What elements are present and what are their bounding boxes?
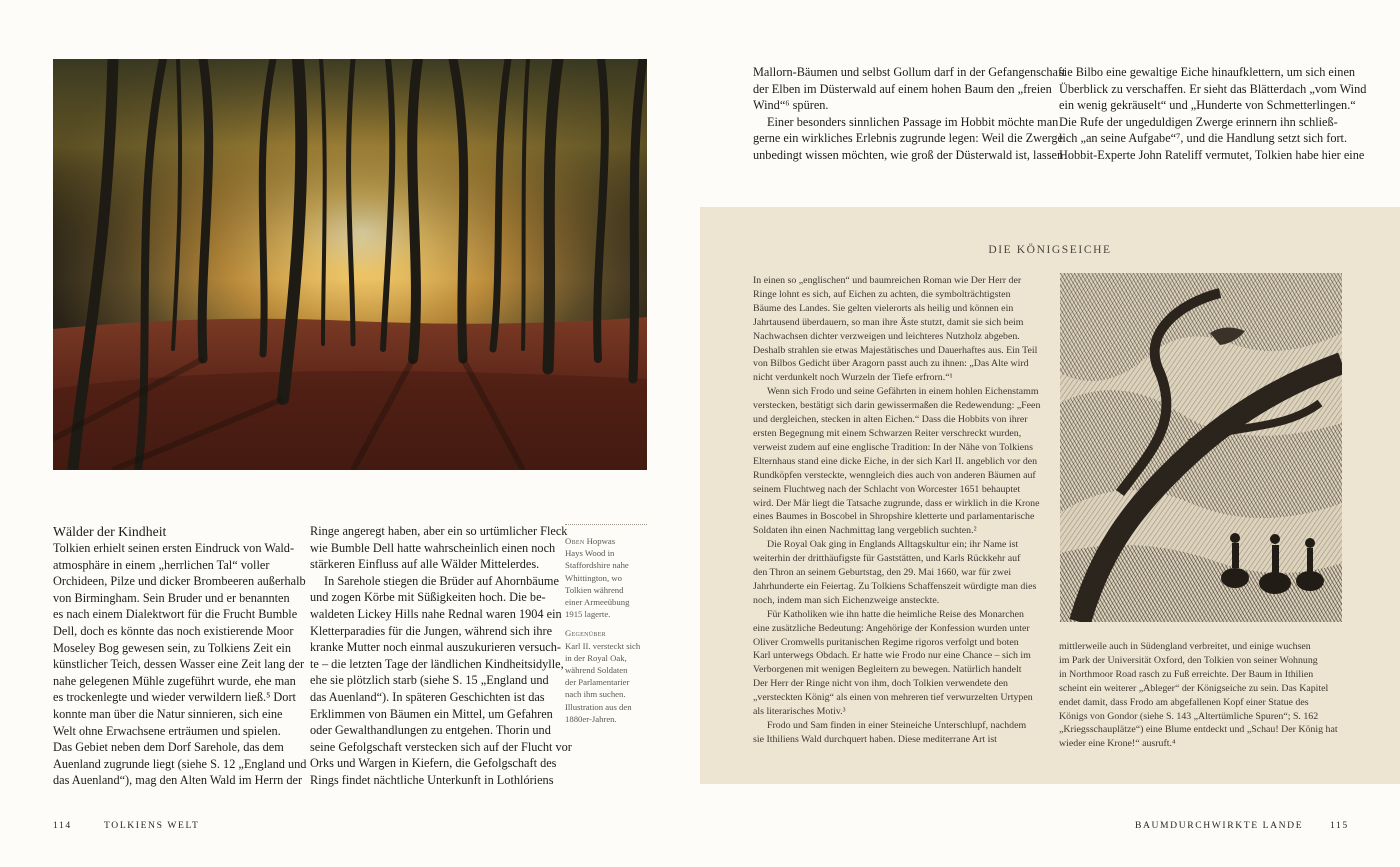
text-line: oder Gewalthandlungen zu entgehen. Thorin und <box>310 723 551 738</box>
caption-line: nach ihm suchen. <box>565 689 626 700</box>
box-line: Jahrhunderte ein Feiertag. Zu Tolkiens Schaffenszeit würdigte man dies <box>753 580 1037 592</box>
text-line: sie Bilbo eine gewaltige Eiche hinaufklettern, um sich einen <box>1059 65 1356 79</box>
text-line: te – die letzten Tage der ländlichen Kindheitsidylle, <box>310 656 564 671</box>
box-line: wird. Der Mär liegt die Tatsache zugrunde, dass er wirklich in die Krone <box>753 497 1040 509</box>
text-line: Kletterparadies für die Jungen, während sich ihre <box>310 623 553 638</box>
text-line: stärkeren Einfluss auf alle Wälder Mittelerdes. <box>310 557 540 572</box>
text-line: Die Rufe der ungeduldigen Zwerge erinnern ihn schließ- <box>1059 114 1338 129</box>
caption-line: Staffordshire nahe <box>565 560 629 571</box>
caption-line: Whittington, wo <box>565 572 622 583</box>
box-column-left <box>753 274 1043 747</box>
page-number-left: 114 <box>53 820 72 831</box>
body-column-3 <box>753 64 1066 164</box>
text-line: von Birmingham. Sein Bruder und er benannten <box>53 590 290 605</box>
box-line: „versteckten König“ als einen von mehreren tief verwurzelten Urtypen <box>753 692 1033 704</box>
box-line: Deshalb strahlen sie etwas Majestätisches und Dauerhaftes aus. Ein Teil <box>753 344 1038 356</box>
box-line: Königs von Gondor (siehe S. 143 „Altertümliche Spuren“; S. 162 <box>1059 710 1319 722</box>
box-line: verstecken, bestätigt sich darin gewissermaßen die Redewendung: „Feen <box>753 400 1041 412</box>
box-line: Elternhaus stand eine dicke Eiche, in der sich Karl II. angeblich vor den <box>753 455 1038 467</box>
text-line: Wind“⁶ spüren. <box>753 98 829 113</box>
text-line: atmosphäre in einem „herrlichen Tal“ voller <box>53 557 270 572</box>
text-line: Hobbit-Experte John Rateliff vermutet, Tolkien habe hier eine <box>1059 147 1365 162</box>
text-line: der Elben im Düsterwald auf einem hohen Baum den „freien <box>753 81 1052 96</box>
text-line: das Auenland“). In späteren Geschichten ist das <box>310 689 545 704</box>
caption-line: Illustration aus den <box>565 701 632 712</box>
text-line: nahe gelegenen Mühle zugeführt wurde, ehe man <box>53 673 296 688</box>
caption-line: 1915 lagerte. <box>565 609 611 620</box>
text-line: lich „an seine Aufgabe“⁷, und die Handlung setzt sich fort. <box>1059 131 1348 146</box>
text-line: und zogen Körbe mit Süßigkeiten hoch. Die be- <box>310 590 546 605</box>
text-line: Dell, doch es könnte das noch existierende Moor <box>53 623 294 638</box>
box-line: endet damit, dass Frodo am abgefallenen Kopf einer Statue des <box>1059 696 1309 708</box>
box-line: Die Royal Oak ging in Englands Alltagskultur ein; ihr Name ist <box>767 539 1019 551</box>
box-title: DIE KÖNIGSEICHE <box>988 244 1112 256</box>
box-line: verweist zudem auf eine englische Tradition: In der Nähe von Tolkiens <box>753 441 1033 453</box>
text-line: In Sarehole stiegen die Brüder auf Ahornbäume <box>324 573 559 588</box>
box-line: wieder eine Krone!“ ausruft.⁴ <box>1059 738 1176 750</box>
body-column-1 <box>53 523 307 789</box>
box-line: Oliver Cromwells puritanischen Regime rigoros verfolgt und boten <box>753 636 1019 648</box>
forest-photo <box>53 59 647 470</box>
text-line: künstlicher Teich, dessen Wasser eine Zeit lang der <box>53 657 305 672</box>
body-column-2 <box>310 523 572 789</box>
text-line: gerne ein wirkliches Erlebnis zugrunde legen: Weil die Zwerge <box>753 131 1063 146</box>
caption-line: Karl II. versteckt sich <box>565 640 641 651</box>
running-title-right: BAUMDURCHWIRKTE LANDE <box>1135 820 1304 831</box>
text-line: Ringe angeregt haben, aber ein so urtümlicher Fleck <box>310 524 568 538</box>
caption-label: Gegenüber <box>565 628 606 639</box>
text-line: Überblick zu verschaffen. Er sieht das Blätterdach „vom Wind <box>1059 81 1367 96</box>
box-line: Karl unterwegs Obdach. Er hatte wie Frodo nur eine Chance – sich im <box>753 650 1031 662</box>
text-line: Moseley Bog gewesen sein, zu Tolkiens Zeit ein <box>53 640 291 655</box>
text-line: Rings findet nächtliche Unterkunft in Lothlóriens <box>310 772 554 787</box>
page-number-right: 115 <box>1330 820 1349 831</box>
text-line: ein wenig gekräuselt“ und „Hunderte von Schmetterlingen.“ <box>1059 98 1356 113</box>
text-line: Erklimmen von Bäumen ein Mittel, um Gefahren <box>310 706 553 721</box>
box-line: Der Herr der Ringe nicht von ihm, doch Tolkien verwendete den <box>753 678 1008 690</box>
text-line: es trockenlegte und wieder verwildern ließ.⁵ Dort <box>53 690 296 705</box>
caption-column <box>565 524 651 725</box>
text-line: konnte man über die Natur sinnieren, sich eine <box>53 706 283 721</box>
text-line: es nach einem Dialektwort für die Frucht Bumble <box>53 607 298 622</box>
box-line: noch, indem man sich Eichenzweige ansteckte. <box>753 594 940 606</box>
text-line: das Auenland“), mag den Alten Wald im Herrn der <box>53 773 303 788</box>
box-line: Verborgenen mit wenigen Begleitern zu bewegen. Natürlich handelt <box>753 664 1022 676</box>
running-title-left: TOLKIENS WELT <box>104 820 200 831</box>
box-line: und dergleichen, stecken in alten Eichen.“ Dass die Hobbits von ihrer <box>753 414 1028 426</box>
text-line: Welt ohne Erwachsene erträumen und spielen. <box>53 723 281 738</box>
caption-line: während Soldaten <box>565 665 628 676</box>
section-heading: Wälder der Kindheit <box>53 524 167 539</box>
box-column-right <box>1059 640 1349 751</box>
caption-opposite <box>565 627 651 725</box>
text-line: Tolkien erhielt seinen ersten Eindruck von Wald- <box>53 541 295 555</box>
box-line: Nachwachsen dichter verzweigen und leichteres Nutzholz abgeben. <box>753 330 1020 342</box>
box-line: Soldaten ihn einen Nachmittag lang vergeblich suchten.² <box>753 525 977 537</box>
caption-line: einer Armeeübung <box>565 597 630 608</box>
text-line: wie Bumble Dell hatte wahrscheinlich einen noch <box>310 540 556 555</box>
text-line: waldeten Lickey Hills nahe Rednal waren 1904 ein <box>310 606 562 621</box>
box-line: Für Katholiken wie ihn hatte die heimliche Reise des Monarchen <box>767 608 1024 620</box>
box-line: eine zusätzliche Bedeutung: Angehörige der Konfession wurden unter <box>753 622 1030 634</box>
box-line: mittlerweile auch in Südengland verbreitet, und einige wuchsen <box>1059 641 1311 652</box>
box-line: den Thron an seinem Geburtstag, den 29. Mai 1660, war für zwei <box>753 567 1012 579</box>
box-line: nicht verdunkelt noch Wurzeln der Tiefe erfrorn.“¹ <box>753 372 953 384</box>
text-line: Auenland zugrunde liegt (siehe S. 12 „England und <box>53 756 307 771</box>
caption-line: 1880er-Jahren. <box>565 713 617 724</box>
caption-line: Hopwas <box>586 536 616 546</box>
caption-rule <box>565 524 647 525</box>
caption-line: in der Royal Oak, <box>565 652 627 663</box>
box-line: weiterhin der dritthäufigste für Gaststätten, und Karls Rückkehr auf <box>753 553 1021 565</box>
box-line: Frodo und Sam finden in einer Steineiche Unterschlupf, nachdem <box>767 720 1027 731</box>
text-line: Einer besonders sinnlichen Passage im Hobbit möchte man <box>767 114 1059 129</box>
box-line: seinem Fluchtweg nach der Schlacht von Worcester 1651 behauptet <box>753 483 1021 495</box>
caption-label: Oben <box>565 536 585 546</box>
text-line: kranke Mutter noch einmal auszukurieren versuch- <box>310 640 561 655</box>
royal-oak-engraving <box>1060 273 1342 622</box>
box-line: Ringe lohnt es sich, auf Eichen zu achten, die symbolträchtigsten <box>753 288 1011 300</box>
box-line: von Bilbos Gedicht über Aragorn passt auch zu ihnen: „Das Alte wird <box>753 358 1029 370</box>
text-line: unbedingt wissen möchten, wie groß der Düsterwald ist, lassen <box>753 147 1064 162</box>
box-line: Rundköpfen versteckte, wenngleich dies auch von anderen Bäumen auf <box>753 469 1036 481</box>
box-line: im Park der Universität Oxford, den Tolkien von seiner Wohnung <box>1059 654 1318 666</box>
caption-line: Tolkien während <box>565 584 624 595</box>
text-line: Orks und Wargen in Kiefern, die Gefolgschaft des <box>310 756 557 771</box>
box-line: Wenn sich Frodo und seine Gefährten in einem hohlen Eichenstamm <box>767 386 1039 398</box>
box-line: scheint ein weiterer „Ableger“ der Königseiche zu sein. Das Kapitel <box>1059 682 1329 694</box>
text-line: seine Gefolgschaft verstecken sich auf der Flucht vor <box>310 739 572 754</box>
box-line: ersten Begegnung mit einem Schwarzen Reiter verschreckt wurden, <box>753 427 1022 439</box>
box-line: sie Ithiliens Wald durchquert haben. Diese mediterrane Art ist <box>753 733 997 745</box>
box-line: eines Baumes in Boscobel in Shropshire kletterte und parlamentarische <box>753 511 1035 523</box>
text-line: ehe sie plötzlich starb (siehe S. 15 „England und <box>310 673 549 688</box>
text-line: Orchideen, Pilze und dicker Brombeeren außerhalb <box>53 574 306 589</box>
box-line: „Kriegsschauplätze“) eine Blume entdeckt und „Schau! Der König hat <box>1059 724 1338 736</box>
body-column-4 <box>1059 64 1367 164</box>
box-line: in Northmoor Road rasch zu Fuß erreichte. Der Baum in Ithilien <box>1059 668 1314 680</box>
caption-line: Hays Wood in <box>565 548 615 559</box>
box-line: In einen so „englischen“ und baumreichen Roman wie Der Herr der <box>753 275 1022 286</box>
box-line: als literarisches Motiv.³ <box>753 706 846 718</box>
caption-line: der Parlamentarier <box>565 677 630 688</box>
box-line: Bäume des Landes. Sie gelten vielerorts als heilig und können ein <box>753 302 1014 314</box>
caption-top <box>565 535 651 620</box>
text-line: Das Gebiet neben dem Dorf Sarehole, das dem <box>53 740 284 755</box>
text-line: Mallorn-Bäumen und selbst Gollum darf in der Gefangenschaft <box>753 65 1066 79</box>
box-line: Jahrtausend überdauern, so man ihre Äste stutzt, damit sie sich beim <box>753 316 1024 328</box>
